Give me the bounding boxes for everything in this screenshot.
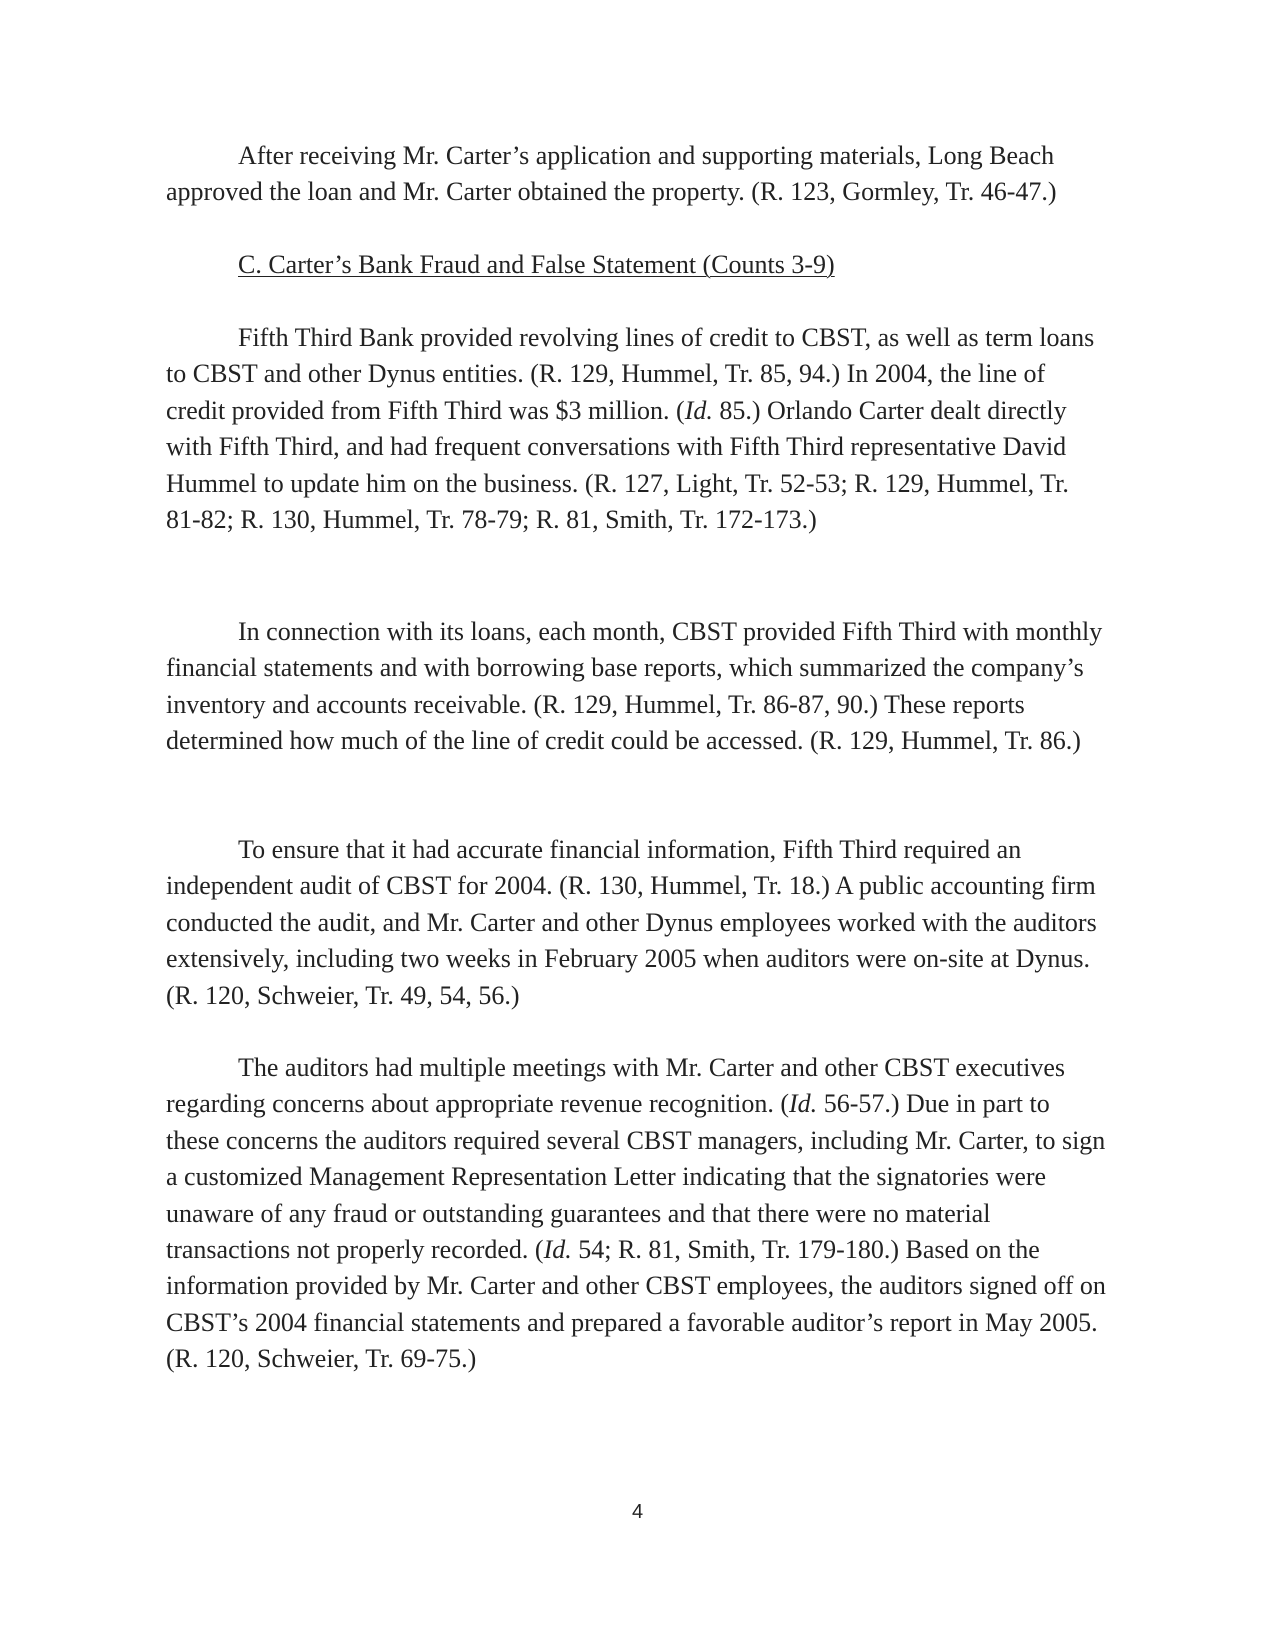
text-run: The auditors had multiple meetings with Mr. Carter and other CBST executives regarding concerns about appropriate revenue recognition. ( [166,1053,1066,1119]
text-run: 56-57.) Due in part to these concerns the auditors required several CBST managers, including Mr. Carter, to sign a customized Management Representation Letter indicating that the signatories were unaware of any fraud or outstanding guarantees and that there were no material transactions not properly recorded. ( [166,1089,1106,1265]
text-run: Fifth Third Bank provided revolving lines of credit to CBST, as well as term loans to CBST and other Dynus entities. (R. 129, Hummel, Tr. 85, 94.) In 2004, the line of credit provided from Fifth Third was $3 million. ( [166,323,1095,425]
page-number: 4 [631,1501,644,1523]
citation-id: Id. [684,395,713,425]
citation-id: Id. [543,1235,572,1265]
paragraph-independent-audit: To ensure that it had accurate financial information, Fifth Third required an independent audit of CBST for 2004. (R. 130, Hummel, Tr. 18.) A public accounting firm conducted the audit, and Mr. Carter and other Dynus employees worked with the auditors extensively, including two weeks in February 2005 when auditors were on-site at Dynus. (R. 120, Schweier, Tr. 49, 54, 56.) [166,835,1097,1010]
paragraph-monthly-reports: In connection with its loans, each month, CBST provided Fifth Third with monthly financial statements and with borrowing base reports, which summarized the company’s inventory and accounts receivable. (R. 129, Hummel, Tr. 86-87, 90.) These reports determined how much of the line of credit could be accessed. (R. 129, Hummel, Tr. 86.) [166,617,1103,756]
citation-id: Id. [789,1089,818,1119]
paragraph-fifth-third-credit [166,320,1106,538]
text-run: 85.) Orlando Carter dealt directly with Fifth Third, and had frequent conversations with Fifth Third representative David Hummel to update him on the business. (R. 127, Light, Tr. 52-53; R. 129, Hummel, Tr. 81-82; R. 130, Hummel, Tr. 78-79; R. 81, Smith, Tr. 172-173.) [166,395,1069,535]
text-run: 54; R. 81, Smith, Tr. 179-180.) Based on the information provided by Mr. Carter and other CBST employees, the auditors signed off on CBST’s 2004 financial statements and prepared a favorable auditor’s report in May 2005. (R. 120, Schweier, Tr. 69-75.) [166,1235,1106,1374]
paragraph-auditor-meetings [166,1050,1106,1378]
paragraph-loan-approval: After receiving Mr. Carter’s application and supporting materials, Long Beach approved the loan and Mr. Carter obtained the property. (R. 123, Gormley, Tr. 46-47.) [166,141,1057,207]
section-heading: C. Carter’s Bank Fraud and False Statement (Counts 3-9) [238,250,835,279]
